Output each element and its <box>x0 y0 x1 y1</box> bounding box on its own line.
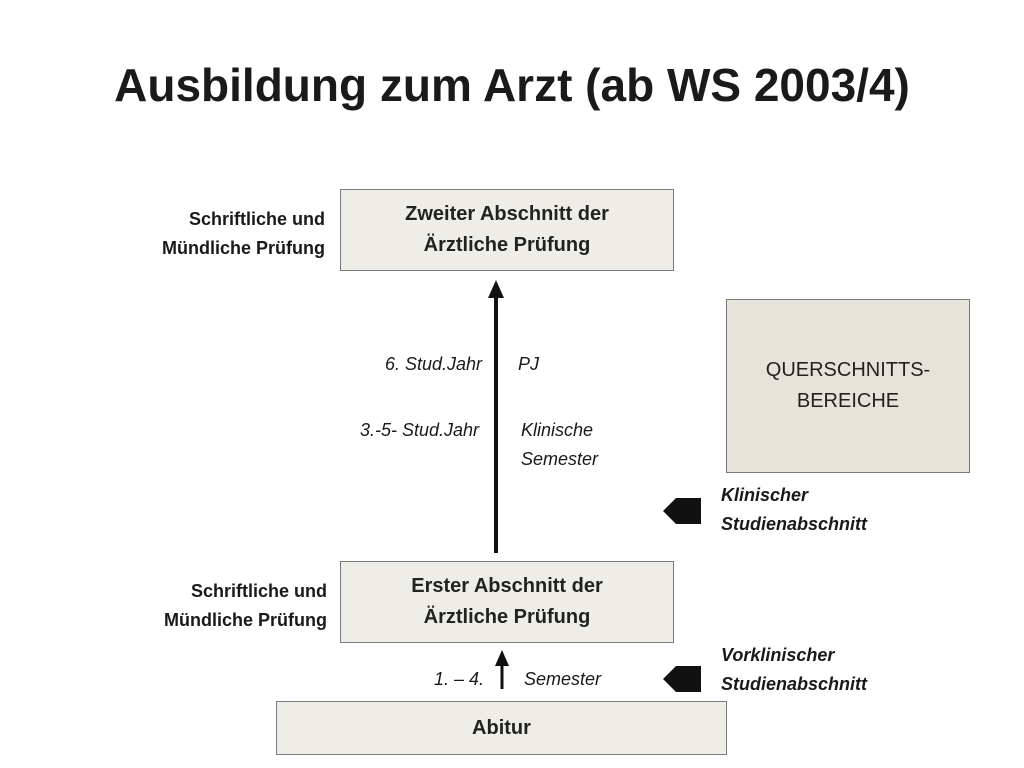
exam2-side-line1: Schriftliche und <box>188 209 325 229</box>
exam1-box-line1: Erster Abschnitt der <box>411 575 603 597</box>
clinical-phase-line1: Klinischer <box>721 485 809 505</box>
exam1-side-line2: Mündliche Prüfung <box>164 610 327 630</box>
exam2-box-line2: Ärztliche Prüfung <box>423 234 591 256</box>
querschnitt-line1: QUERSCHNITTS- <box>765 359 931 381</box>
page-title: Ausbildung zum Arzt (ab WS 2003/4) <box>114 59 910 111</box>
clinical-semester-line1: Klinische <box>521 420 594 440</box>
preclinical-pointer-icon <box>663 666 701 692</box>
exam2-box-line1: Zweiter Abschnitt der <box>405 203 609 225</box>
querschnitt-line2: BEREICHE <box>796 390 900 412</box>
year3-5-label: 3.-5- Stud.Jahr <box>359 420 479 440</box>
clinical-phase-line2: Studienabschnitt <box>721 514 868 534</box>
pj-label: PJ <box>518 354 540 374</box>
preclinical-phase-line2: Studienabschnitt <box>721 674 868 694</box>
clinical-semester-line2: Semester <box>521 449 599 469</box>
exam1-side-line1: Schriftliche und <box>190 581 327 601</box>
exam1-box-line2: Ärztliche Prüfung <box>423 606 591 628</box>
preclinical-progress-arrow <box>495 650 509 689</box>
clinical-pointer-icon <box>663 498 701 524</box>
abitur-label: Abitur <box>472 716 531 739</box>
clinical-progress-arrow <box>488 280 504 553</box>
sem1-4-label: 1. – 4. <box>433 669 484 689</box>
preclinical-phase-line1: Vorklinischer <box>721 645 835 665</box>
sem1-4-semester-label: Semester <box>524 669 602 689</box>
year6-label: 6. Stud.Jahr <box>384 354 482 374</box>
exam2-side-line2: Mündliche Prüfung <box>162 238 325 258</box>
